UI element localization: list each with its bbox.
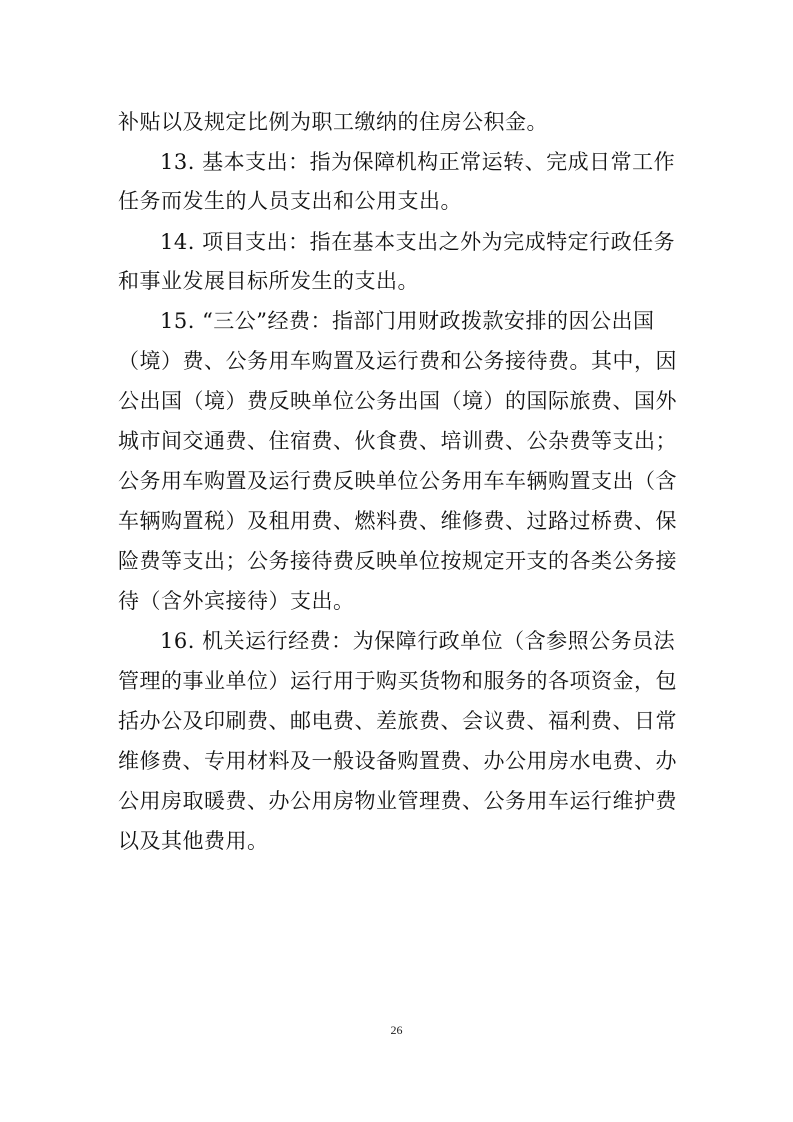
text-line: 城市间交通费、住宿费、伙食费、培训费、公杂费等支出； bbox=[118, 429, 677, 453]
text-line: 车辆购置税）及租用费、燃料费、维修费、过路过桥费、保 bbox=[118, 509, 677, 533]
text-line: 公务用车购置及运行费反映单位公务用车车辆购置支出（含 bbox=[118, 469, 677, 493]
text-line: 括办公及印刷费、邮电费、差旅费、会议费、福利费、日常 bbox=[118, 709, 677, 733]
text-line: 15. “三公”经费：指部门用财政拨款安排的因公出国 bbox=[160, 309, 655, 333]
text-line: 公出国（境）费反映单位公务出国（境）的国际旅费、国外 bbox=[118, 389, 677, 413]
text-line: 公用房取暖费、办公用房物业管理费、公务用车运行维护费 bbox=[118, 789, 677, 813]
text-line: 14. 项目支出：指在基本支出之外为完成特定行政任务 bbox=[160, 230, 676, 254]
text-line: 补贴以及规定比例为职工缴纳的住房公积金。 bbox=[118, 110, 548, 134]
text-line: 待（含外宾接待）支出。 bbox=[118, 589, 355, 613]
page-number: 26 bbox=[390, 1023, 403, 1037]
text-line: 13. 基本支出：指为保障机构正常运转、完成日常工作 bbox=[160, 150, 676, 174]
text-line: 管理的事业单位）运行用于购买货物和服务的各项资金，包 bbox=[118, 669, 677, 693]
text-line: 任务而发生的人员支出和公用支出。 bbox=[118, 189, 462, 213]
text-line: 16. 机关运行经费：为保障行政单位（含参照公务员法 bbox=[160, 629, 676, 653]
text-line: 险费等支出；公务接待费反映单位按规定开支的各类公务接 bbox=[118, 549, 677, 573]
text-line: （境）费、公务用车购置及运行费和公务接待费。其中，因 bbox=[118, 349, 677, 373]
text-line: 以及其他费用。 bbox=[118, 829, 269, 853]
text-line: 维修费、专用材料及一般设备购置费、办公用房水电费、办 bbox=[118, 749, 677, 773]
text-line: 和事业发展目标所发生的支出。 bbox=[118, 269, 419, 293]
